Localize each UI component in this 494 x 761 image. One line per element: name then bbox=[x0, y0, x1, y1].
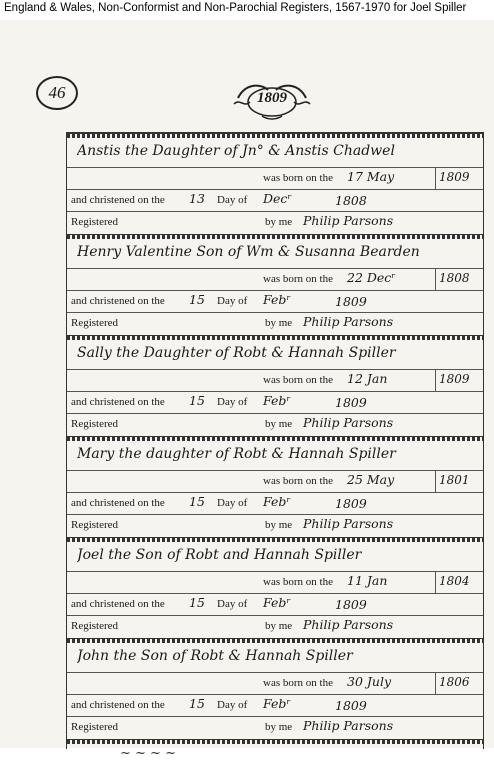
born-label: was born on the bbox=[263, 273, 333, 285]
christened-label: and christened on the bbox=[71, 699, 165, 711]
register-entry bbox=[67, 642, 483, 743]
christened-label: and christened on the bbox=[71, 497, 165, 509]
day-of-label: Day of bbox=[217, 295, 248, 307]
by-me-label: by me bbox=[265, 216, 293, 228]
child-name: John the Son of Robt & Hannah Spiller bbox=[77, 648, 353, 664]
page-number-circle: 46 bbox=[36, 76, 78, 110]
next-entry-cut-off: ~ ~ ~ ~ bbox=[120, 746, 176, 761]
christening-row bbox=[67, 189, 483, 212]
birth-year: 1804 bbox=[439, 574, 470, 588]
christening-row bbox=[67, 290, 483, 313]
birth-date: 11 Jan bbox=[347, 573, 388, 588]
birth-row bbox=[67, 369, 483, 392]
registered-label: Registered bbox=[71, 216, 119, 228]
christening-day: 13 bbox=[189, 191, 205, 206]
child-name: Sally the Daughter of Robt & Hannah Spiller bbox=[77, 345, 396, 361]
by-me-label: by me bbox=[265, 317, 293, 329]
christening-year: 1808 bbox=[335, 193, 367, 208]
day-of-label: Day of bbox=[217, 598, 248, 610]
christening-day: 15 bbox=[189, 494, 205, 509]
birth-year: 1808 bbox=[439, 271, 470, 285]
registration-row bbox=[67, 716, 483, 739]
christening-day: 15 bbox=[189, 696, 205, 711]
registration-row bbox=[67, 615, 483, 638]
child-name: Joel the Son of Robt and Hannah Spiller bbox=[77, 547, 362, 563]
registered-label: Registered bbox=[71, 721, 119, 733]
christening-day: 15 bbox=[189, 595, 205, 610]
birth-row bbox=[67, 470, 483, 493]
register-page bbox=[0, 20, 494, 761]
christening-row bbox=[67, 492, 483, 515]
year-cartouche bbox=[232, 78, 312, 122]
by-me-label: by me bbox=[265, 418, 293, 430]
minister-signature: Philip Parsons bbox=[303, 314, 394, 329]
day-of-label: Day of bbox=[217, 396, 248, 408]
register-entry bbox=[67, 137, 483, 238]
christening-row bbox=[67, 694, 483, 717]
column-rule bbox=[435, 471, 436, 493]
born-label: was born on the bbox=[263, 374, 333, 386]
christening-year: 1809 bbox=[335, 597, 367, 612]
minister-signature: Philip Parsons bbox=[303, 617, 394, 632]
christening-year: 1809 bbox=[335, 294, 367, 309]
christening-row bbox=[67, 593, 483, 616]
birth-date: 17 May bbox=[347, 169, 395, 184]
christening-month: Febʳ bbox=[263, 696, 291, 711]
registered-label: Registered bbox=[71, 620, 119, 632]
christening-month: Decʳ bbox=[263, 191, 292, 206]
column-rule bbox=[435, 673, 436, 695]
register-entry bbox=[67, 339, 483, 440]
birth-year: 1809 bbox=[439, 372, 470, 386]
day-of-label: Day of bbox=[217, 194, 248, 206]
by-me-label: by me bbox=[265, 721, 293, 733]
minister-signature: Philip Parsons bbox=[303, 516, 394, 531]
minister-signature: Philip Parsons bbox=[303, 415, 394, 430]
born-label: was born on the bbox=[263, 475, 333, 487]
entry-separator bbox=[67, 739, 483, 744]
register-entry bbox=[67, 238, 483, 339]
christening-day: 15 bbox=[189, 292, 205, 307]
christening-year: 1809 bbox=[335, 395, 367, 410]
birth-date: 25 May bbox=[347, 472, 395, 487]
birth-year: 1801 bbox=[439, 473, 470, 487]
column-rule bbox=[435, 168, 436, 190]
child-name: Mary the daughter of Robt & Hannah Spiller bbox=[77, 446, 396, 462]
birth-year: 1809 bbox=[439, 170, 470, 184]
registered-label: Registered bbox=[71, 317, 119, 329]
minister-signature: Philip Parsons bbox=[303, 718, 394, 733]
christening-year: 1809 bbox=[335, 496, 367, 511]
birth-year: 1806 bbox=[439, 675, 470, 689]
column-rule bbox=[435, 269, 436, 291]
record-collection-title: England & Wales, Non-Conformist and Non-Parochial Registers, 1567-1970 for Joel Spiller bbox=[4, 2, 467, 14]
registered-label: Registered bbox=[71, 418, 119, 430]
register-table bbox=[66, 132, 484, 749]
register-year: 1809 bbox=[257, 90, 287, 106]
birth-date: 22 Decʳ bbox=[347, 270, 396, 285]
column-rule bbox=[435, 370, 436, 392]
day-of-label: Day of bbox=[217, 497, 248, 509]
minister-signature: Philip Parsons bbox=[303, 213, 394, 228]
born-label: was born on the bbox=[263, 172, 333, 184]
birth-row bbox=[67, 571, 483, 594]
column-rule bbox=[435, 572, 436, 594]
registered-label: Registered bbox=[71, 519, 119, 531]
christening-day: 15 bbox=[189, 393, 205, 408]
child-name: Henry Valentine Son of Wm & Susanna Bearden bbox=[77, 244, 420, 260]
child-name: Anstis the Daughter of Jn° & Anstis Chadwel bbox=[77, 143, 395, 159]
birth-date: 12 Jan bbox=[347, 371, 388, 386]
registration-row bbox=[67, 312, 483, 335]
by-me-label: by me bbox=[265, 620, 293, 632]
birth-row bbox=[67, 167, 483, 190]
by-me-label: by me bbox=[265, 519, 293, 531]
born-label: was born on the bbox=[263, 677, 333, 689]
christening-year: 1809 bbox=[335, 698, 367, 713]
christened-label: and christened on the bbox=[71, 396, 165, 408]
christened-label: and christened on the bbox=[71, 194, 165, 206]
christening-month: Febʳ bbox=[263, 595, 291, 610]
christened-label: and christened on the bbox=[71, 598, 165, 610]
birth-row bbox=[67, 672, 483, 695]
registration-row bbox=[67, 514, 483, 537]
birth-date: 30 July bbox=[347, 674, 392, 689]
registration-row bbox=[67, 413, 483, 436]
born-label: was born on the bbox=[263, 576, 333, 588]
christening-month: Febʳ bbox=[263, 292, 291, 307]
register-entry bbox=[67, 541, 483, 642]
christening-month: Febʳ bbox=[263, 393, 291, 408]
registration-row bbox=[67, 211, 483, 234]
christening-row bbox=[67, 391, 483, 414]
register-entry bbox=[67, 440, 483, 541]
christening-month: Febʳ bbox=[263, 494, 291, 509]
christened-label: and christened on the bbox=[71, 295, 165, 307]
day-of-label: Day of bbox=[217, 699, 248, 711]
birth-row bbox=[67, 268, 483, 291]
